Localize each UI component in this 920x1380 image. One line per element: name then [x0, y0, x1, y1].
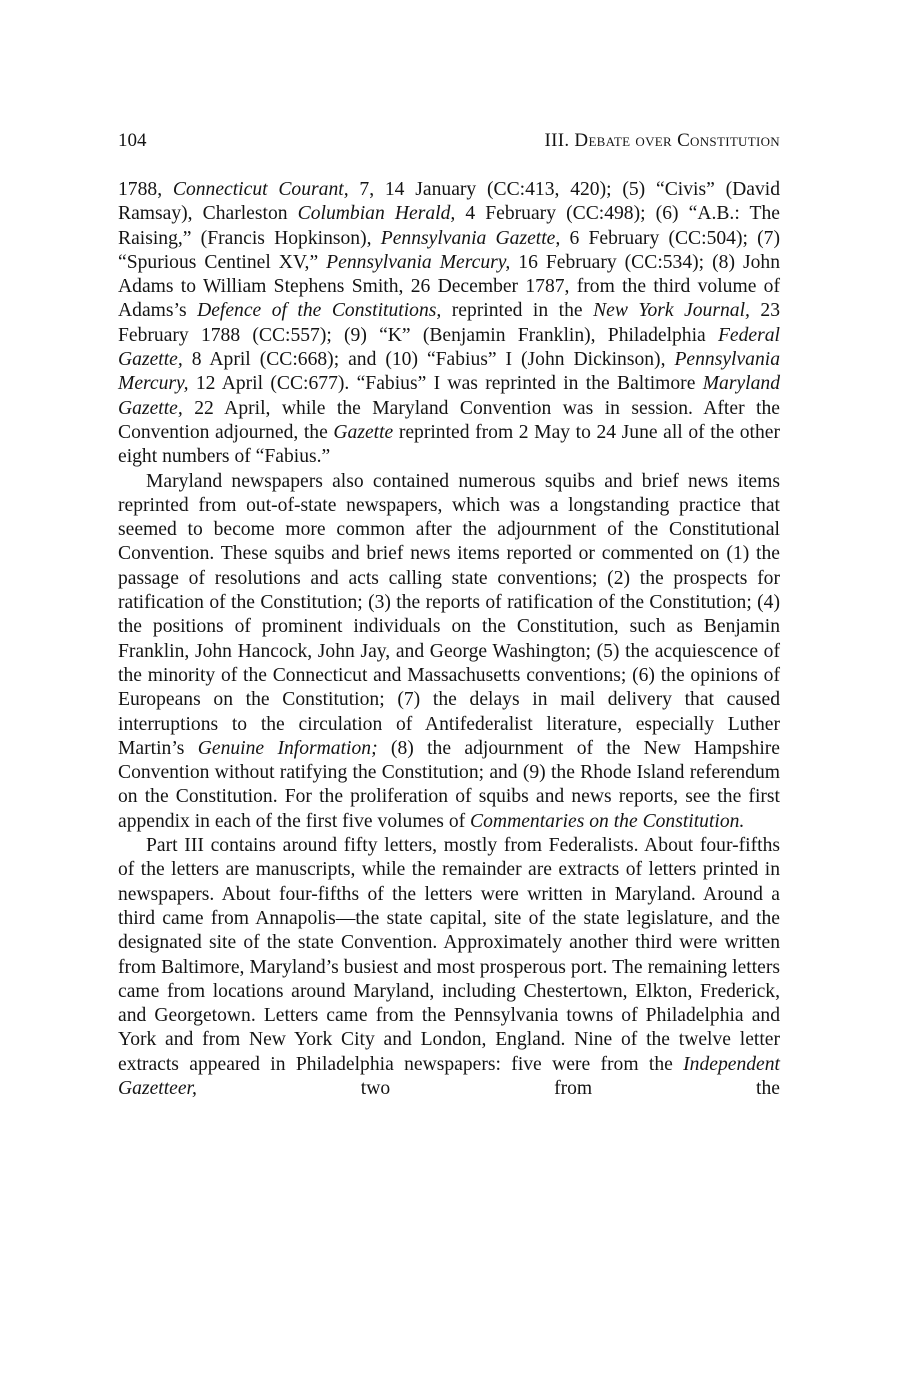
text-run: two from the — [196, 1077, 780, 1099]
text-run: 8 April (CC:668); and (10) “Fabius” I (John Dickinson), — [182, 349, 675, 371]
text-run: Part III contains around fifty letters, mostly from Federalists. About four-fifths of the letters are manuscripts, while the remainder are extracts of letters printed in newspapers. About four-fifths of the letters were written in Maryland. Around a third came from Annapolis—the state capital, site of the state legislature, and the designated site of the state Convention. Approximately another third were written from Baltimore, Maryland’s busiest and most prosperous port. The remaining letters came from locations around Maryland, including Chestertown, Elkton, Frederick, and Georgetown. Letters came from the Pennsylvania towns of Philadelphia and York and from New York City and London, England. Nine of the twelve letter extracts appeared in Philadelphia newspapers: five were from the — [118, 835, 780, 1075]
italic-title: Columbian Herald, — [297, 203, 456, 225]
text-run: reprinted in the — [441, 300, 594, 322]
text-run: 12 April (CC:677). “Fabius” I was reprinted in the Baltimore — [188, 373, 703, 395]
running-head — [118, 128, 780, 154]
text-run: 23 February 1788 (CC:557); (9) “K” (Benjamin Franklin), Philadelphia — [118, 300, 780, 346]
text-run: (8) the adjournment of the New Hampshire Convention without ratifying the Constitution; and (9) the Rhode Island referendum on the Constitution. For the proliferation of squibs and news reports, see the first appendix in each of the first five volumes of — [118, 737, 780, 832]
italic-title: Genuine Information; — [197, 737, 378, 759]
running-title: III. Debate over Constitution — [544, 130, 780, 151]
italic-title: Federal Gazette, — [118, 324, 780, 371]
italic-title: Pennsylvania Gazette, — [380, 227, 561, 249]
paragraph-3 — [118, 834, 780, 1101]
text-run: 4 February (CC:498); (6) “A.B.: The Raising,” (Francis Hopkinson), — [118, 203, 780, 249]
text-run: reprinted from 2 May to 24 June all of the other eight numbers of “Fabius.” — [118, 421, 781, 468]
text-run: 1788, — [118, 179, 173, 200]
italic-title: Independent Gazetteer, — [118, 1053, 780, 1099]
paragraph-2 — [118, 470, 780, 834]
italic-title: Maryland Gazette, — [118, 373, 780, 419]
text-run: 22 April, while the Maryland Convention was in session. After the Convention adjourned, the — [118, 397, 780, 443]
paragraph-1 — [118, 178, 780, 470]
italic-title: Defence of the Constitutions, — [197, 300, 442, 322]
italic-title: Connecticut Courant, — [172, 179, 349, 200]
body-text — [118, 178, 780, 1101]
italic-title: New York Journal, — [593, 300, 750, 322]
text-run: 16 February (CC:534); (8) John Adams to William Stephens Smith, 26 December 1787, from the third volume of Adams’s — [118, 251, 780, 322]
text-run: 7, 14 January (CC:413, 420); (5) “Civis” (David Ramsay), Charleston — [118, 179, 780, 225]
text-run: 6 February (CC:504); (7) “Spurious Centinel XV,” — [118, 227, 780, 273]
italic-title: Commentaries on the Constitution. — [470, 810, 745, 832]
italic-title: Pennsylvania Mercury, — [326, 251, 511, 273]
italic-title: Gazette — [333, 421, 394, 443]
page-number: 104 — [118, 130, 147, 151]
text-run: Maryland newspapers also contained numerous squibs and brief news items reprinted from out-of-state newspapers, which was a longstanding practice that seemed to become more common after the adjournment of the Constitutional Convention. These squibs and brief news items reported or commented on (1) the passage of resolutions and acts calling state conventions; (2) the prospects for ratification of the Constitution; (3) the reports of ratification of the Constitution; (4) the positions of prominent individuals on the Constitution, such as Benjamin Franklin, John Hancock, John Jay, and George Washington; (5) the acquiescence of the minority of the Connecticut and Massachusetts conventions; (6) the opinions of Europeans on the Constitution; (7) the delays in mail delivery that caused interruptions to the circulation of Antifederalist literature, especially Luther Martin’s — [118, 470, 780, 759]
italic-title: Pennsylvania Mercury, — [118, 349, 780, 395]
